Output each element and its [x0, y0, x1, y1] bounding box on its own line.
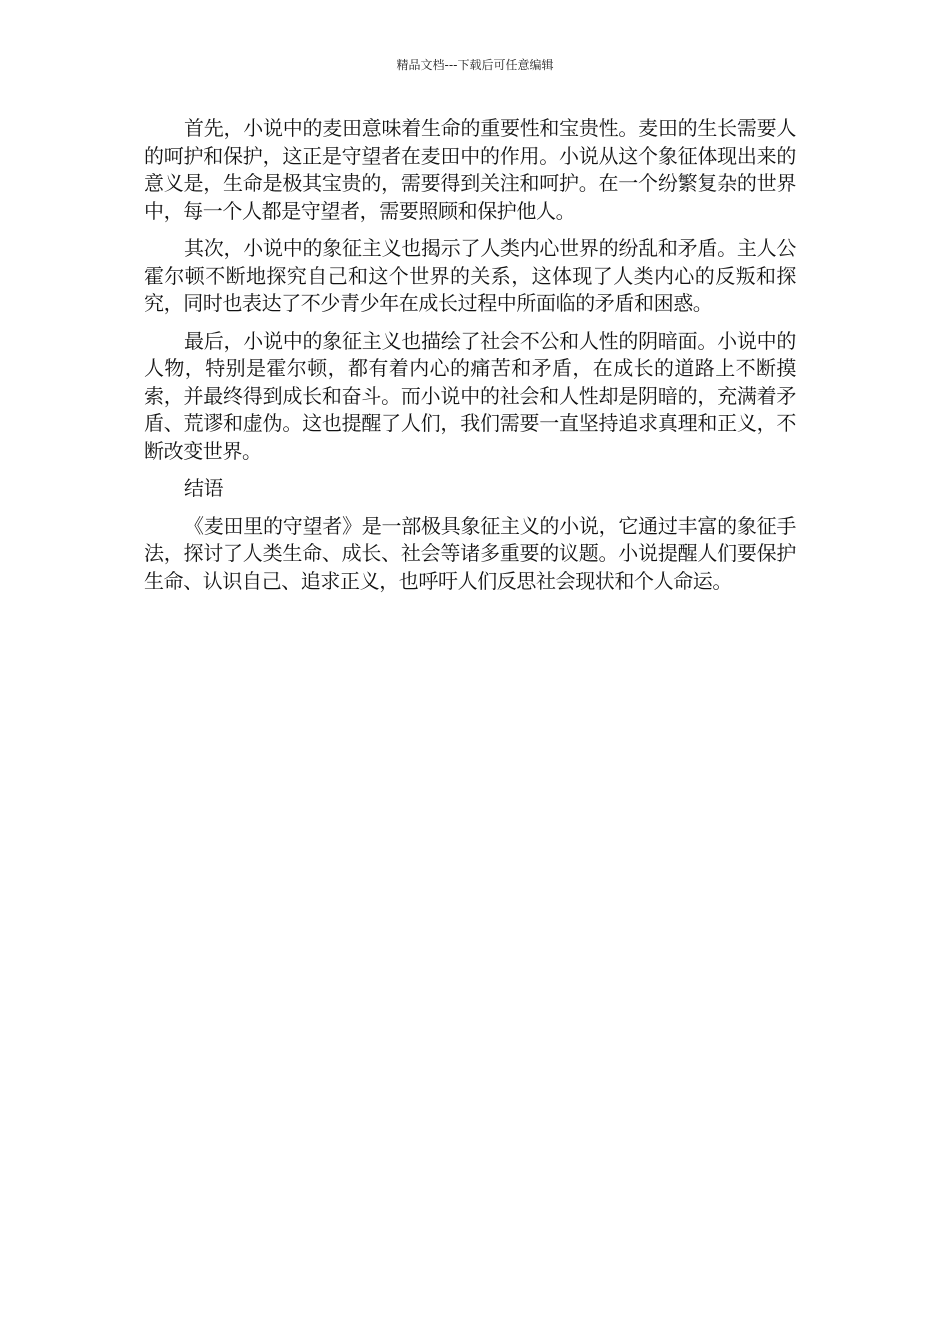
document-body	[144, 115, 796, 605]
page-header: 精品文档---下载后可任意编辑	[396, 58, 554, 72]
paragraph-second: 其次，小说中的象征主义也揭示了人类内心世界的纷乱和矛盾。主人公霍尔顿不断地探究自己和这个世界的关系，这体现了人类内心的反叛和探究，同时也表达了不少青少年在成长过程中所面临的矛盾和困惑。	[144, 236, 796, 315]
paragraph-first: 首先，小说中的麦田意味着生命的重要性和宝贵性。麦田的生长需要人的呵护和保护，这正是守望者在麦田中的作用。小说从这个象征体现出来的意义是，生命是极其宝贵的，需要得到关注和呵护。在一个纷繁复杂的世界中，每一个人都是守望者，需要照顾和保护他人。	[144, 116, 796, 223]
conclusion-heading: 结语	[184, 476, 224, 500]
paragraph-conclusion: 《麦田里的守望者》是一部极具象征主义的小说，它通过丰富的象征手法，探讨了人类生命、成长、社会等诸多重要的议题。小说提醒人们要保护生命、认识自己、追求正义，也呼吁人们反思社会现状和个人命运。	[144, 513, 796, 593]
paragraph-third: 最后，小说中的象征主义也描绘了社会不公和人性的阴暗面。小说中的人物，特别是霍尔顿，都有着内心的痛苦和矛盾，在成长的道路上不断摸索，并最终得到成长和奋斗。而小说中的社会和人性却是阴暗的，充满着矛盾、荒谬和虚伪。这也提醒了人们，我们需要一直坚持追求真理和正义，不断改变世界。	[144, 328, 796, 463]
